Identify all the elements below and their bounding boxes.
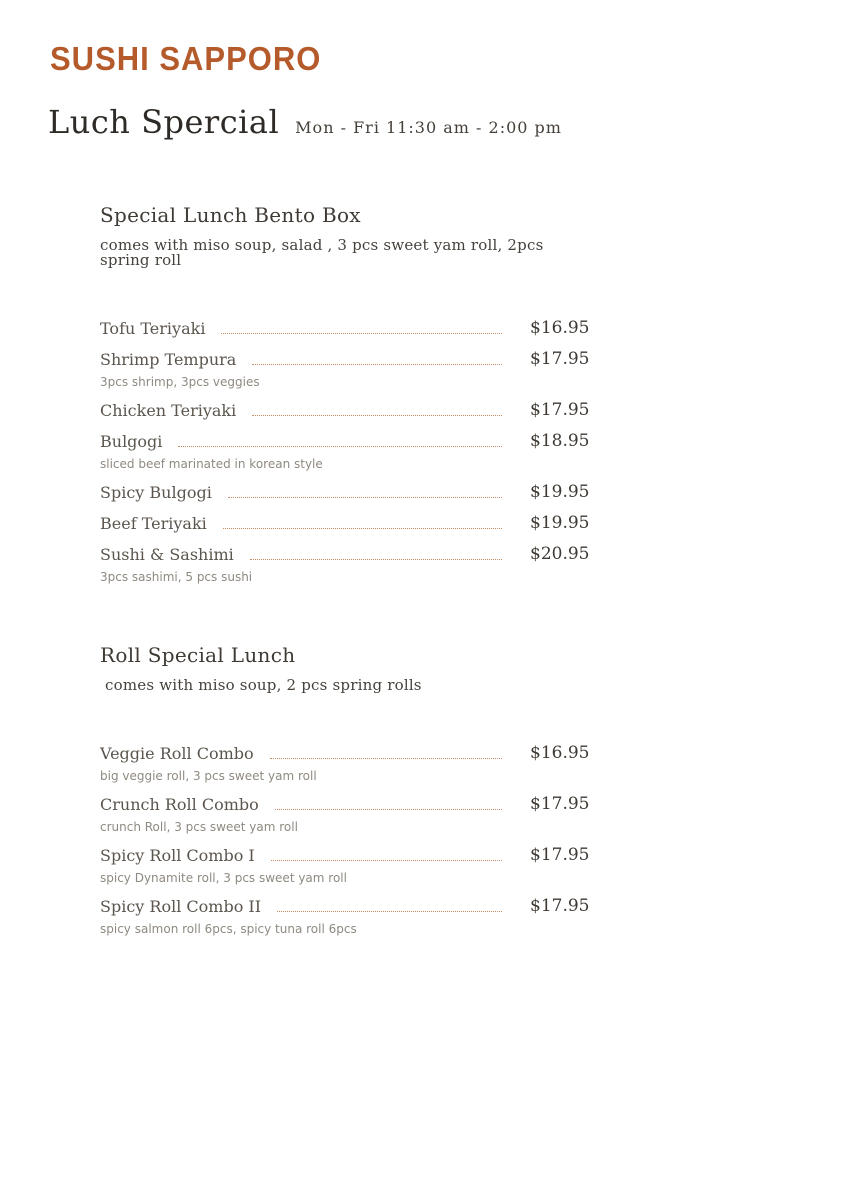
item-name: Chicken Teriyaki	[100, 401, 237, 420]
menu-item	[100, 896, 590, 937]
menu-item	[100, 513, 590, 534]
menu-item	[100, 794, 590, 835]
menu-item-row	[100, 743, 590, 764]
item-name: Sushi & Sashimi	[100, 545, 234, 564]
section-subheading: comes with miso soup, 2 pcs spring rolls	[105, 676, 422, 694]
item-price: $17.95	[530, 896, 590, 916]
dotted-leader	[221, 333, 502, 334]
dotted-leader	[277, 911, 502, 912]
item-description: crunch Roll, 3 pcs sweet yam roll	[100, 820, 298, 834]
item-price: $18.95	[530, 431, 590, 451]
menu-item	[100, 544, 590, 585]
page-title: Luch Spercial	[48, 103, 280, 141]
menu-item-row	[100, 482, 590, 503]
item-description: big veggie roll, 3 pcs sweet yam roll	[100, 769, 317, 783]
item-list	[100, 743, 590, 937]
item-price: $17.95	[530, 794, 590, 814]
menu	[100, 203, 590, 947]
page-header	[48, 103, 562, 141]
dotted-leader	[250, 559, 502, 560]
item-name: Shrimp Tempura	[100, 350, 237, 369]
dotted-leader	[223, 528, 502, 529]
item-price: $20.95	[530, 544, 590, 564]
menu-item	[100, 482, 590, 503]
item-price: $16.95	[530, 743, 590, 763]
menu-item	[100, 845, 590, 886]
menu-item	[100, 318, 590, 339]
item-price: $17.95	[530, 400, 590, 420]
dotted-leader	[275, 809, 502, 810]
menu-section	[100, 643, 590, 937]
menu-item	[100, 400, 590, 421]
item-price: $17.95	[530, 349, 590, 369]
item-description: spicy Dynamite roll, 3 pcs sweet yam roll	[100, 871, 347, 885]
menu-item	[100, 743, 590, 784]
item-description: 3pcs shrimp, 3pcs veggies	[100, 375, 260, 389]
schedule-text: Mon - Fri 11:30 am - 2:00 pm	[295, 118, 562, 137]
menu-item-row	[100, 794, 590, 815]
item-price: $19.95	[530, 482, 590, 502]
item-price: $17.95	[530, 845, 590, 865]
item-name: Tofu Teriyaki	[100, 319, 206, 338]
item-name: Beef Teriyaki	[100, 514, 207, 533]
restaurant-logo: SUSHI SAPPORO	[50, 40, 322, 78]
menu-item-row	[100, 896, 590, 917]
menu-item-row	[100, 318, 590, 339]
item-name: Bulgogi	[100, 432, 163, 451]
item-description: sliced beef marinated in korean style	[100, 457, 323, 471]
menu-item-row	[100, 431, 590, 452]
dotted-leader	[271, 860, 502, 861]
item-price: $19.95	[530, 513, 590, 533]
dotted-leader	[252, 364, 502, 365]
item-name: Spicy Roll Combo II	[100, 897, 262, 916]
dotted-leader	[252, 415, 502, 416]
dotted-leader	[178, 446, 502, 447]
dotted-leader	[228, 497, 502, 498]
menu-item-row	[100, 845, 590, 866]
item-name: Crunch Roll Combo	[100, 795, 259, 814]
item-description: spicy salmon roll 6pcs, spicy tuna roll 6pcs	[100, 922, 357, 936]
section-subheading: comes with miso soup, salad , 3 pcs sweet yam roll, 2pcs spring roll	[100, 236, 544, 269]
section-heading: Special Lunch Bento Box	[100, 203, 361, 227]
menu-item-row	[100, 400, 590, 421]
section-heading: Roll Special Lunch	[100, 643, 296, 667]
item-description: 3pcs sashimi, 5 pcs sushi	[100, 570, 253, 584]
menu-item	[100, 349, 590, 390]
item-name: Veggie Roll Combo	[100, 744, 254, 763]
menu-item-row	[100, 513, 590, 534]
menu-section	[100, 203, 590, 585]
menu-item-row	[100, 349, 590, 370]
item-list	[100, 318, 590, 585]
item-name: Spicy Bulgogi	[100, 483, 212, 502]
dotted-leader	[270, 758, 502, 759]
item-name: Spicy Roll Combo I	[100, 846, 255, 865]
item-price: $16.95	[530, 318, 590, 338]
menu-item-row	[100, 544, 590, 565]
menu-item	[100, 431, 590, 472]
